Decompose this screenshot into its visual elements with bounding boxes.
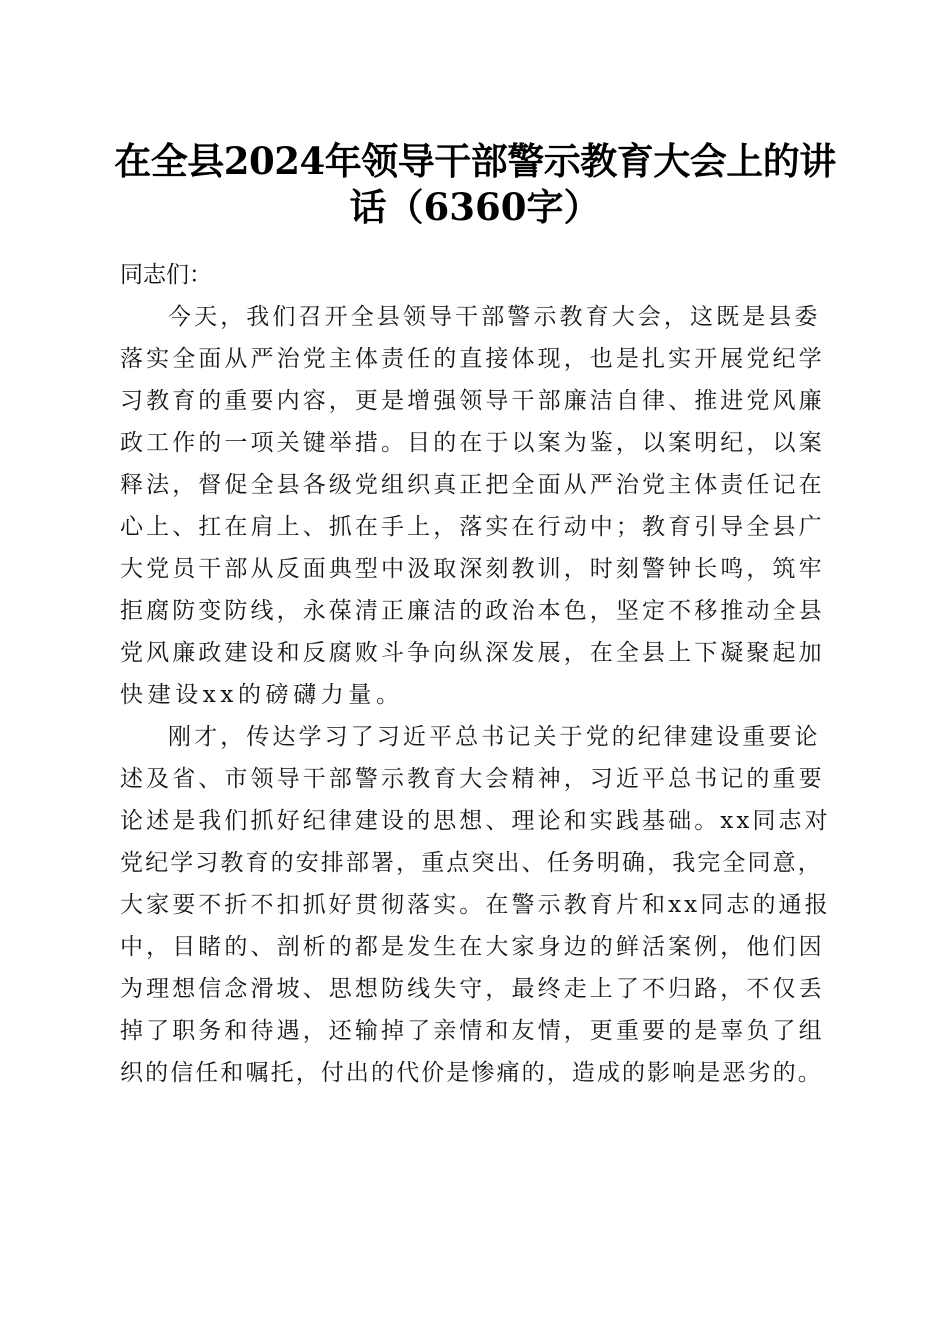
paragraph-line: 刚才，传达学习了习近平总书记关于党的纪律建设重要论 xyxy=(168,724,821,750)
paragraph-line: 快建设xx的磅礴力量。 xyxy=(120,682,404,708)
paragraph-line: 述及省、市领导干部警示教育大会精神，习近平总书记的重要 xyxy=(120,766,825,792)
paragraph-line: 习教育的重要内容，更是增强领导干部廉洁自律、推进党风廉 xyxy=(120,388,825,414)
title-line-2: 话（6360字） xyxy=(349,185,601,229)
paragraph-line: 政工作的一项关键举措。目的在于以案为鉴，以案明纪，以案 xyxy=(120,430,825,456)
paragraph-line: 今天，我们召开全县领导干部警示教育大会，这既是县委 xyxy=(168,304,821,330)
paragraph-1 xyxy=(120,296,832,716)
document-title xyxy=(110,138,840,230)
paragraph-line: 大党员干部从反面典型中汲取深刻教训，时刻警钟长鸣，筑牢 xyxy=(120,556,825,582)
paragraph-2 xyxy=(120,716,832,1094)
paragraph-line: 党风廉政建设和反腐败斗争向纵深发展，在全县上下凝聚起加 xyxy=(120,640,825,666)
paragraph-line: 党纪学习教育的安排部署，重点突出、任务明确，我完全同意， xyxy=(120,850,823,876)
paragraph-line: 心上、扛在肩上、抓在手上，落实在行动中；教育引导全县广 xyxy=(120,514,825,540)
paragraph-line: 释法，督促全县各级党组织真正把全面从严治党主体责任记在 xyxy=(120,472,825,498)
paragraph-line: 织的信任和嘱托，付出的代价是惨痛的，造成的影响是恶劣的。 xyxy=(120,1060,823,1086)
document-body xyxy=(120,254,832,1094)
salutation: 同志们： xyxy=(120,262,212,288)
paragraph-line: 落实全面从严治党主体责任的直接体现，也是扎实开展党纪学 xyxy=(120,346,825,372)
paragraph-line: 为理想信念滑坡、思想防线失守，最终走上了不归路，不仅丢 xyxy=(120,976,825,1002)
paragraph-line: 论述是我们抓好纪律建设的思想、理论和实践基础。xx同志对 xyxy=(120,808,831,834)
paragraph-line: 大家要不折不扣抓好贯彻落实。在警示教育片和xx同志的通报 xyxy=(120,892,831,918)
title-line-1: 在全县2024年领导干部警示教育大会上的讲 xyxy=(114,139,836,183)
paragraph-line: 拒腐防变防线，永葆清正廉洁的政治本色，坚定不移推动全县 xyxy=(120,598,825,624)
paragraph-line: 掉了职务和待遇，还输掉了亲情和友情，更重要的是辜负了组 xyxy=(120,1018,825,1044)
paragraph-line: 中，目睹的、剖析的都是发生在大家身边的鲜活案例，他们因 xyxy=(120,934,825,960)
